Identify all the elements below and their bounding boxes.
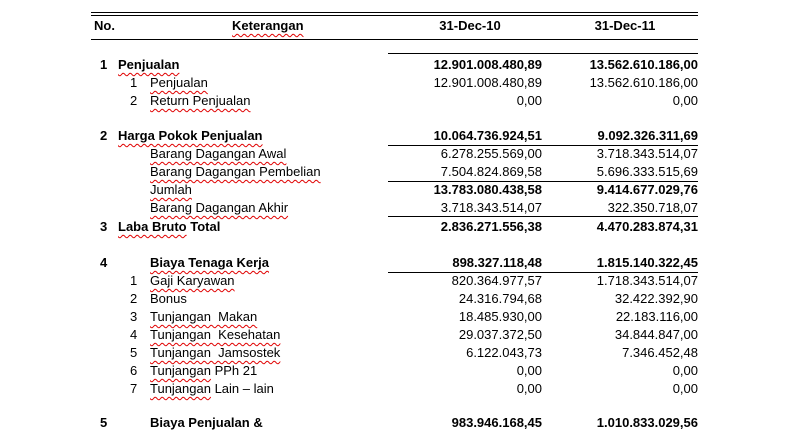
top-rule-2: [91, 15, 698, 16]
item-value-2010: 13.783.080.438,58: [433, 182, 542, 197]
section-no-btk: 4: [100, 255, 108, 270]
header-keterangan: Keterangan: [232, 18, 304, 33]
header-no: No.: [94, 18, 115, 33]
item-value-2010: 0,00: [516, 381, 542, 396]
item-value-2011: 32.422.392,90: [614, 291, 698, 306]
item-value-2010: 12.901.008.480,89: [433, 75, 542, 90]
top-rule-1: [91, 12, 698, 13]
item-value-2011: 5.696.333.515,69: [596, 164, 698, 179]
section-title-next: Biaya Penjualan &: [150, 415, 263, 430]
item-value-2010: 24.316.794,68: [458, 291, 542, 306]
item-label: [150, 381, 274, 397]
item-label: Penjualan: [150, 75, 208, 90]
item-label: Gaji Karyawan: [150, 273, 235, 288]
laba-title-b: Total: [186, 219, 221, 234]
item-value-2011: 7.346.452,48: [622, 345, 698, 360]
item-value-2011: 3.718.343.514,07: [596, 146, 698, 161]
item-value-2010: 6.122.043,73: [466, 345, 542, 360]
item-value-2010: 0,00: [516, 363, 542, 378]
item-value-2011: 13.562.610.186,00: [589, 75, 698, 90]
item-value-2010: 18.485.930,00: [458, 309, 542, 324]
item-value-2011: 0,00: [672, 381, 698, 396]
header-rule: [91, 39, 698, 40]
item-label: Jumlah: [150, 182, 192, 197]
item-label: Tunjangan Makan: [150, 309, 258, 324]
item-value-2010: 0,00: [516, 93, 542, 108]
item-label: Tunjangan Jamsostek: [150, 345, 281, 360]
section-no-next: 5: [100, 415, 108, 430]
item-label: Tunjangan Kesehatan: [150, 327, 281, 342]
item-value-2011: 9.414.677.029,76: [596, 182, 698, 197]
item-label: Barang Dagangan Akhir: [150, 200, 289, 215]
total-laba-2011: 4.470.283.874,31: [596, 219, 698, 234]
item-value-2011: 22.183.116,00: [615, 309, 698, 324]
section-no-penjualan: 1: [100, 57, 108, 72]
item-no: 7: [130, 381, 138, 396]
item-label-a: Tunjangan: [150, 363, 211, 378]
section-title-btk: Biaya Tenaga Kerja: [150, 255, 269, 270]
item-no: 6: [130, 363, 138, 378]
item-no: 2: [130, 291, 138, 306]
total-btk-2011: 1.815.140.322,45: [596, 255, 698, 270]
item-label: Barang Dagangan Awal: [150, 146, 287, 161]
section-no-laba: 3: [100, 219, 108, 234]
item-label-b: PPh 21: [210, 363, 258, 378]
rule-above-penjualan: [388, 53, 698, 54]
item-no: 3: [130, 309, 138, 324]
total-hpp-2011: 9.092.326.311,69: [597, 128, 698, 143]
rule-laba: [388, 216, 698, 217]
item-value-2010: 29.037.372,50: [458, 327, 542, 342]
total-btk-2010: 898.327.118,48: [452, 255, 542, 270]
item-no: 1: [130, 75, 138, 90]
total-hpp-2010: 10.064.736.924,51: [433, 128, 542, 143]
item-value-2010: 820.364.977,57: [451, 273, 542, 288]
total-laba-2010: 2.836.271.556,38: [440, 219, 542, 234]
section-title-hpp: Harga Pokok Penjualan: [118, 128, 263, 143]
total-penjualan-2011: 13.562.610.186,00: [589, 57, 698, 72]
item-label-text: Return Penjualan: [150, 93, 251, 108]
item-label-b: Lain – lain: [210, 381, 274, 396]
item-value-2011: 322.350.718,07: [607, 200, 698, 215]
header-col-2011: 31-Dec-11: [594, 18, 656, 33]
item-value-2010: 7.504.824.869,58: [440, 164, 542, 179]
section-title-laba: [118, 219, 220, 235]
item-no: 1: [130, 273, 138, 288]
total-penjualan-2010: 12.901.008.480,89: [433, 57, 542, 72]
item-label: Barang Dagangan Pembelian: [150, 164, 321, 179]
item-label: [150, 363, 257, 379]
item-label-a: Tunjangan: [150, 381, 211, 396]
item-label: Bonus: [150, 291, 187, 306]
item-value-2011: 0,00: [672, 363, 698, 378]
item-value-2010: 6.278.255.569,00: [440, 146, 542, 161]
item-value-2011: 34.844.847,00: [614, 327, 698, 342]
total-next-2011: 1.010.833.029,56: [596, 415, 698, 430]
laba-title-a: Laba Bruto: [118, 219, 187, 234]
item-label: [150, 93, 250, 109]
item-value-2010: 3.718.343.514,07: [440, 200, 542, 215]
item-value-2011: 1.718.343.514,07: [596, 273, 698, 288]
item-no: 5: [130, 345, 138, 360]
total-next-2010: 983.946.168,45: [451, 415, 542, 430]
item-value-2011: 0,00: [672, 93, 698, 108]
item-no: 4: [130, 327, 138, 342]
section-title-penjualan: Penjualan: [118, 57, 180, 72]
section-no-hpp: 2: [100, 128, 108, 143]
header-col-2010: 31-Dec-10: [439, 18, 501, 33]
item-no: 2: [130, 93, 138, 108]
